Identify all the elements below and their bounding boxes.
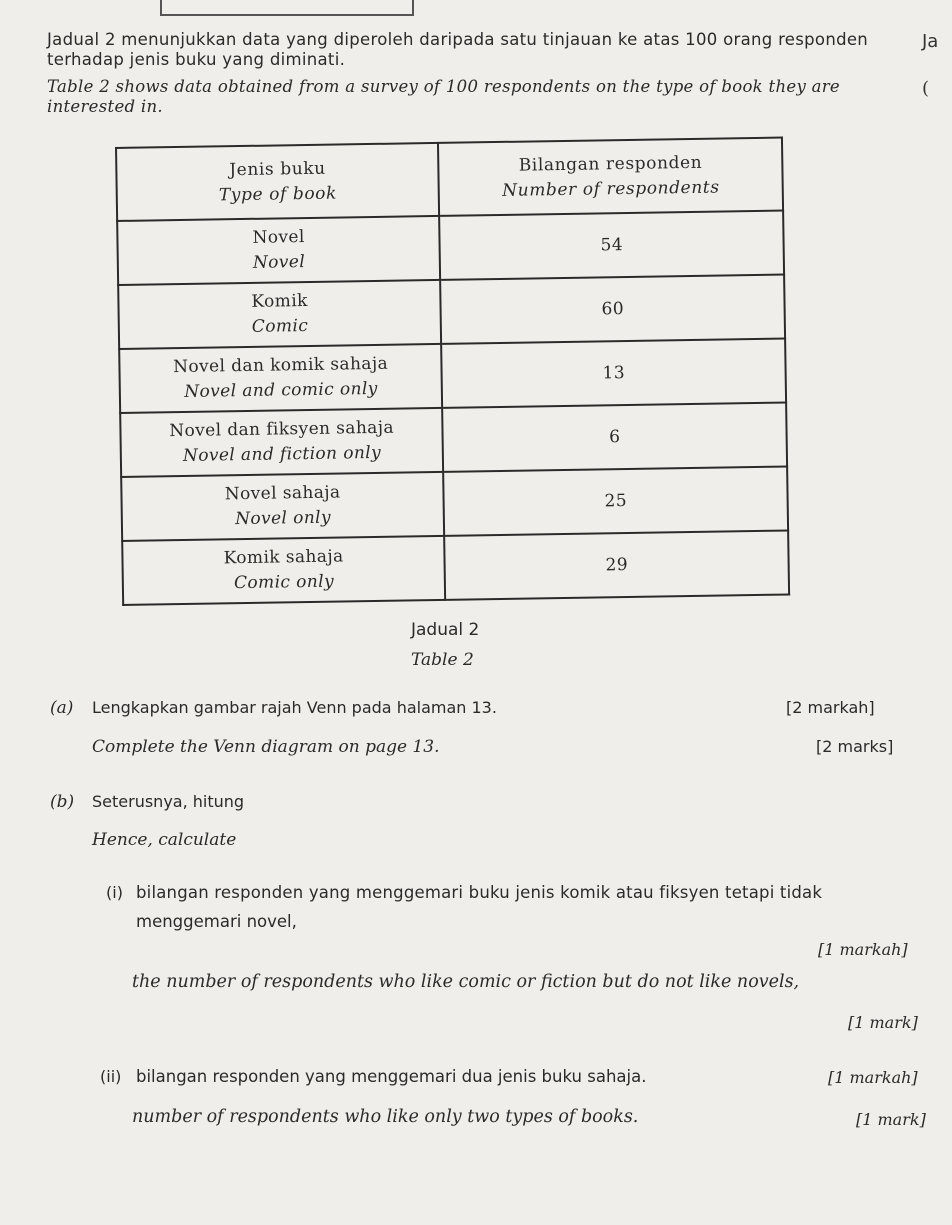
- row-type-cell: [119, 344, 442, 413]
- table-header-row: [116, 138, 783, 221]
- row-value: 13: [441, 338, 786, 407]
- header-col1-english: Type of book: [218, 183, 338, 205]
- question-b-ii-mark-english: [1 mark]: [856, 1110, 926, 1129]
- row-type-malay: Novel dan komik sahaja: [173, 353, 389, 378]
- row-type-english: Novel: [252, 252, 306, 273]
- question-a-english: Complete the Venn diagram on page 13.: [92, 737, 440, 757]
- question-b-label: (b): [50, 792, 75, 812]
- table-row: [120, 402, 787, 476]
- row-type-cell: [120, 408, 443, 477]
- question-b-i-mark-english: [1 mark]: [848, 1013, 918, 1032]
- table-row: [122, 530, 789, 604]
- row-value: 29: [444, 530, 789, 599]
- intro-malay-line-2: terhadap jenis buku yang diminati.: [47, 50, 346, 69]
- row-type-english: Novel and comic only: [184, 378, 378, 402]
- table-row: [119, 338, 786, 412]
- question-b-i-label: (i): [106, 883, 123, 902]
- row-type-cell: [118, 280, 441, 349]
- row-type-malay: Novel sahaja: [224, 482, 341, 505]
- question-b-english: Hence, calculate: [92, 830, 237, 850]
- row-type-cell: [117, 216, 440, 285]
- margin-mark-top: Ja: [922, 31, 939, 52]
- row-type-cell: [121, 472, 444, 541]
- table-row: [121, 466, 788, 540]
- row-type-cell: [122, 536, 445, 605]
- intro-english-line-1: Table 2 shows data obtained from a survey of 100 respondents on the type of book they are: [47, 77, 840, 96]
- question-b-malay: Seterusnya, hitung: [92, 792, 245, 811]
- table-caption-malay: Jadual 2: [411, 620, 480, 640]
- intro-english-line-2: interested in.: [47, 97, 163, 116]
- question-b-i-malay-line-2: menggemari novel,: [136, 912, 297, 931]
- question-b-ii-mark-malay: [1 markah]: [828, 1068, 918, 1087]
- question-b-ii-malay: bilangan responden yang menggemari dua jenis buku sahaja.: [136, 1067, 647, 1086]
- intro-malay-line-1: Jadual 2 menunjukkan data yang diperoleh daripada satu tinjauan ke atas 100 orang responden: [47, 30, 869, 49]
- question-a-mark-english: [2 marks]: [816, 737, 894, 756]
- question-b-i-mark-malay: [1 markah]: [818, 940, 908, 959]
- question-a-malay: Lengkapkan gambar rajah Venn pada halaman 13.: [92, 698, 497, 717]
- row-type-english: Comic: [251, 315, 309, 337]
- table-caption-english: Table 2: [411, 650, 474, 670]
- question-b-i-english: the number of respondents who like comic or fiction but do not like novels,: [132, 972, 800, 992]
- header-number-of-respondents: [438, 138, 783, 216]
- row-type-malay: Novel dan fiksyen sahaja: [169, 417, 395, 442]
- header-col2-malay: Bilangan responden: [518, 152, 703, 176]
- question-a-label: (a): [50, 698, 74, 718]
- table-row: [117, 211, 784, 285]
- table-row: [118, 275, 785, 349]
- header-type-of-book: [116, 143, 439, 221]
- header-col2-english: Number of respondents: [502, 177, 720, 201]
- row-value: 6: [442, 402, 787, 471]
- question-b-ii-label: (ii): [100, 1067, 122, 1086]
- book-survey-table: [115, 137, 790, 606]
- intro-english: [47, 77, 840, 117]
- row-type-malay: Komik sahaja: [223, 546, 344, 569]
- row-type-english: Comic only: [233, 571, 335, 594]
- intro-malay: [47, 30, 868, 70]
- header-col1-malay: Jenis buku: [229, 158, 326, 180]
- question-b-ii-english: number of respondents who like only two types of books.: [132, 1107, 639, 1127]
- question-a-mark-malay: [2 markah]: [786, 698, 875, 717]
- row-value: 54: [439, 211, 784, 280]
- margin-mark-bracket: (: [922, 78, 930, 99]
- row-type-english: Novel only: [234, 507, 332, 530]
- row-type-english: Novel and fiction only: [182, 442, 382, 466]
- top-answer-box: [160, 0, 414, 16]
- row-type-malay: Novel: [252, 227, 305, 248]
- row-type-malay: Komik: [251, 290, 308, 312]
- question-b-i-malay-line-1: bilangan responden yang menggemari buku jenis komik atau fiksyen tetapi tidak: [136, 883, 823, 902]
- row-value: 25: [443, 466, 788, 535]
- row-value: 60: [440, 275, 785, 344]
